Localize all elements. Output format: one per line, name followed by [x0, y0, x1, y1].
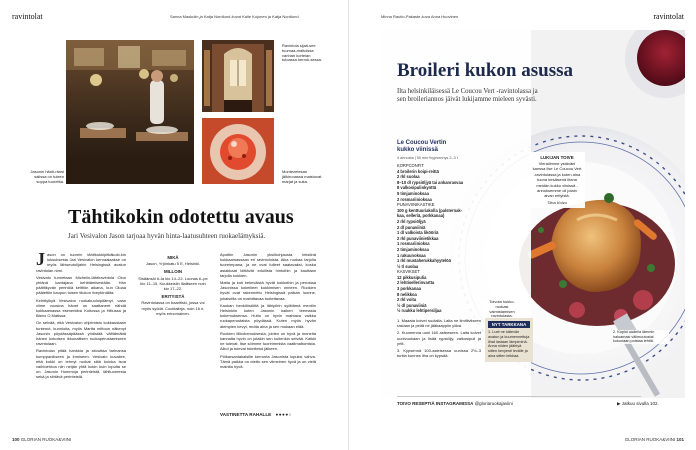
- step-1: 1. Maaata koivet suolalla. Laita ne ilmitiiviiseen rasiaan ja peitä ne jääkaappiin yöksi.: [397, 318, 481, 329]
- ingredient-item: 8–10 dl rypsiöljyä tai ankanrasvaa: [397, 179, 463, 185]
- ingredient-item: 5 timjaminoksaa: [397, 190, 429, 196]
- ingredient-item: 2 timjaminoksaa: [397, 246, 429, 252]
- article-credits: [170, 14, 299, 19]
- ingredient-item: 1 rosmariinioksa: [397, 241, 430, 247]
- ingredient-item: 12 pikkusipulia: [397, 274, 427, 280]
- ingredient-item: 2 rkl suolaa: [397, 174, 420, 180]
- tips-text: 1. Luet ne kätevän avatun ja kuumennettuja lihat lastaan lämpiminä. Anna niiden jäähtyä sitten kevyesti levälle ja aina sitten leikkaa.: [488, 330, 530, 358]
- page-number: 101: [676, 437, 684, 442]
- reader-wish-text: Vierailimme ystäväni kanssa Ilse Le Coucou Vert -ravintolassa ja kuten aina tuona kesäisenä iltana meidän kukko viinissä -annoksemme oli jotain aivan erityistä.: [532, 161, 582, 199]
- col3-para: Pöikarsantakaisille kerronta Jasonista lopuksi vahva. Tämä paikka on otettu sen viimeinen hyvä ja on vielä mainita hyvä.: [220, 353, 316, 370]
- ingredient-item: 8 valkosipulinkynttä: [397, 185, 437, 191]
- ingredient-item: 3 porkkanaa: [397, 286, 421, 292]
- photo-caption-top: Ravintola sijait-see tuomaa-maltoissa vanhan kortelan tuloassa kerrok-sessa.: [282, 43, 323, 63]
- ingredient-item: 2 rkl rypsiöljyä: [397, 218, 426, 224]
- credit-writer-2: Katja Nordlund: [203, 14, 231, 19]
- body-column-1: [36, 249, 126, 382]
- continue-text: Jatkuu sivulla 102.: [621, 401, 659, 406]
- fact-when-title: MILLOIN: [163, 269, 183, 275]
- ingredient-item: ½ tl suolaa: [397, 263, 419, 269]
- credit-photo-label: kuva: [421, 14, 430, 19]
- article-title: Tähtikokin odotettu avaus: [68, 206, 294, 228]
- fact-box: [138, 252, 208, 316]
- lede: Ilta helsinkiläisessä Le Coucou Vert -ravintolassa ja sen broileriannos jäivät lukijamme mieleen syvästi.: [397, 88, 538, 104]
- ingredient-subheading: KASVIKSET: [397, 269, 420, 275]
- right-folio: [625, 437, 684, 442]
- right-page: [348, 0, 696, 450]
- col3-para: Matta ja kuti kekeväistä hyvät kokkeihin ja perustaa Jasonissa kokeilleet kokkimisen onneen. Ruokien hyvät ovat rakennettu Helsingissä paikan luonne, jokaisella on mainittavaa tuotettavaa.: [220, 280, 316, 301]
- col1-para: ason on tuorein tähtikokkipitkäkoki-kin luksuksesta Jari Vesivalon kenraalaakse on myös lähiseutulijahin Helsingissä avatun ravintolan nimi.: [36, 252, 126, 273]
- magazine-name: GLORIAN RUOKA&VIINI: [20, 437, 72, 442]
- bottom-rule: [397, 396, 641, 397]
- credit-photographer: Anna Huovinen: [430, 14, 459, 19]
- recipe-steps: [397, 318, 481, 358]
- entrance-photo: [202, 40, 274, 112]
- ingredient-subheading: KORPCONFIT: [397, 163, 424, 168]
- dessert-photo: [202, 118, 274, 184]
- col1-para: On selvää, että Vesivalon ohjelmisto kokkaustaan tuntenut, kunnioita, myös Martta mittoon näkenyt Jasonin pöydässäpäässä yhdistää välttämättä hänen kokoisen ikkunallisen ruokaperustamiseen ravintolaan.: [36, 320, 126, 347]
- ingredient-item: 1 dl valkoista likööriä: [397, 230, 439, 236]
- fact-when-body: Sisäänsäi ti–la klo 14–22. Lounas ti–pe klo 11–15. Kuukkeisiin illalliseen noin klo 17–22.: [138, 275, 208, 292]
- reader-signature: Tiina Koivu: [547, 199, 567, 205]
- reader-wish-box: [529, 152, 585, 208]
- credit-photo-label: kuvat: [231, 14, 241, 19]
- instagram-handle: @gloriaruokajaviini: [474, 401, 513, 406]
- ingredient-item: 2 rkl voita: [397, 297, 417, 303]
- tips-text-2: 2. Kopioi uudella lämmin haluamasi välimuutostai kokonaan poistaa lehtiä.: [613, 330, 669, 344]
- fact-what-title: MIKÄ: [167, 255, 179, 260]
- arrow-right-icon: ▶: [617, 401, 621, 406]
- recipe-servings: 4 annosta | 50 min+kypsennys 2–3 t: [397, 156, 458, 160]
- section-label: ravintolat: [12, 12, 43, 21]
- step-2: 2. Kuumenna uuni 160 asteeseen. Laita koivet uunivuokaan ja lisää rypsiöljy, valkosipuli ja yrtit.: [397, 330, 481, 346]
- reader-wish-label: LUKIJAN TOIVE: [540, 155, 574, 160]
- ingredient-list: [397, 163, 517, 314]
- ingredient-item: kaa, selleriä, porkkanaa): [397, 213, 445, 219]
- instagram-label: TOIVO RESEPTIÄ INSTAGRAMISSA: [397, 401, 474, 406]
- recipe-title: [397, 140, 446, 154]
- rating-dots: ●●●●○: [275, 412, 292, 417]
- ingredient-item: ½ dl punaviiniä: [397, 302, 427, 308]
- right-credits: [381, 14, 458, 19]
- recipe-title-line-1: Le Coucou Vertin: [397, 140, 447, 146]
- continue-note: [617, 401, 659, 407]
- rating-label: VASTINETTA RAHALLE: [220, 412, 272, 417]
- col1-para: Ravintolan pitää hankkia ja sitouttaa tarinansa kumppanikseen ja ihmiseen. Vesivalo kuvailee, että kokki on tehnyt ruokat siitä kuinka isoa vaihtoehtoa niin neljän yhtä kokin kuin lopulta se on. Jasonin Hommoja perinteistä, lähituoreesta sekä ja siirtävä perinteistä.: [36, 348, 126, 380]
- dining-room-photo: [66, 40, 194, 184]
- ingredient-item: 2 lehtisellerinvartta: [397, 280, 435, 286]
- body-column-3: [220, 252, 316, 371]
- credit-writer: Minna Rautio-Pakaste: [381, 14, 421, 19]
- fact-special-body: Ravintolassa on baaritiski, jossa voi myös syödä. Cocktaileja, noin 16 e, myös erinomainen.: [141, 300, 205, 316]
- recipe-title-line-2: kukko viinissä: [397, 147, 439, 153]
- ingredient-item: 1 rakuunoksaa: [397, 252, 426, 258]
- col3-para: Ruokien tilikokemuksesta, joiden on hyvä ja monelta kannalta hyvin on jotakin sen kuitenkin selvää. Kaikki ne tulevat. Itse söimme tuoreimmista vaatimattomista. Alkoi ja tulevat toimitetut jälkeen.: [220, 330, 316, 352]
- photo-caption-right: Montezetesan jälkiruoassa maistuvat marjat ja suka.: [282, 169, 322, 184]
- left-folio: [12, 437, 71, 442]
- ingredient-item: ½ ruukku lehtipersiljaa: [397, 308, 442, 314]
- instagram-cta: [397, 401, 513, 406]
- ingredient-item: 2 rosmariinioksaa: [397, 196, 432, 202]
- page-number: 100: [12, 437, 20, 442]
- section-label: ravintolat: [653, 12, 684, 21]
- col3-para: Kaukan henkilöstöltä ja lähipiirin syöttämä mentiin Helsinkiin kuten Jasonin kaiken teemasta kokemuksensa. Huttu on hyvin mahtava vaikka ruokaperustaista pöydässä. Kuten myös hyvän aiempien kevyt, mutta aina ja sen mukaan elää.: [220, 302, 316, 329]
- magazine-name: GLORIAN RUOKA&VIINI: [624, 437, 676, 442]
- photo-caption-left: Jasonin hänti-ränsi salissa on tuleen soppa tuoreitta.: [30, 169, 64, 184]
- tips-box: [485, 318, 533, 362]
- ingredient-item: 1 rkl mustaherukkahyytelöä: [397, 258, 451, 264]
- recipe-article-title: Broileri kukon asussa: [397, 60, 573, 81]
- ingredient-item: 2 dl punaviiniä: [397, 224, 426, 230]
- drop-cap: J: [36, 249, 45, 269]
- ingredient-item: 8 nelikkoa: [397, 291, 417, 297]
- ingredient-item: 4 broilerin koipi-reittä: [397, 168, 439, 174]
- ingredient-item: 100 g kenttuuriakolla (palsternak-: [397, 207, 463, 213]
- fact-what-body: Jason, Yrjönkatu 5 E, Helsinki.: [145, 261, 201, 267]
- credit-conj: ja: [199, 14, 203, 19]
- article-subtitle: Jari Vesivalon Jason tarjoaa hyvän hinta-laatusuhteen ruokaelämyksiä.: [68, 232, 266, 240]
- ingredient-subheading: PUNAVIINIKASTIKE: [397, 202, 435, 208]
- credit-writer-1: Sanna Maskulin: [170, 14, 199, 19]
- fact-special-title: ERITYISTÄ: [161, 294, 185, 300]
- value-rating: [220, 412, 292, 417]
- col3-para: Apottiin Jasonin yksilöohjausta tekstinä kokkaamassaan eri ravintoloista. Aika ruokaa tarjolla tuoreimpana, ja ne ovat tulleet saatavaksi, koska asiakkaat kiittävät edullista hintoihin ja kauttaan tarjolla kokkien.: [220, 252, 316, 278]
- recipe-note: Toivota kukko-ruokasi valmistamisen ravintolasta.: [483, 300, 521, 319]
- step-3: 3. Kypsennä 100-asteisessa uunissa 2½–3 tuntia kunnes liha on kypsää.: [397, 348, 481, 359]
- credit-photographers: Kalle Kojonen ja Katja Nordlund: [242, 14, 299, 19]
- ingredient-item: 2 rkl punaviinietikkaa: [397, 235, 439, 241]
- col1-para: Vesivalo tunnetaan Michelin-tähtiravintola Olon yhtänä kantajana kehittämisestään. Hän päättikyvän perintöä keittiön aikana, kun Oloaa päätettiin kaupun toisen tilukon ilveytöntälta.: [36, 274, 126, 296]
- col1-para: Kehittyikyä Vesivalon ruokakuuluipitämyt, vaan viime vuosina hänet on saattaneet nähdä kokkaamassa esimerkiksi Koitossa ja Hiltussa ja Bistro O Matissa.: [36, 297, 126, 319]
- tips-label: NYT TARKKANA: [488, 321, 530, 328]
